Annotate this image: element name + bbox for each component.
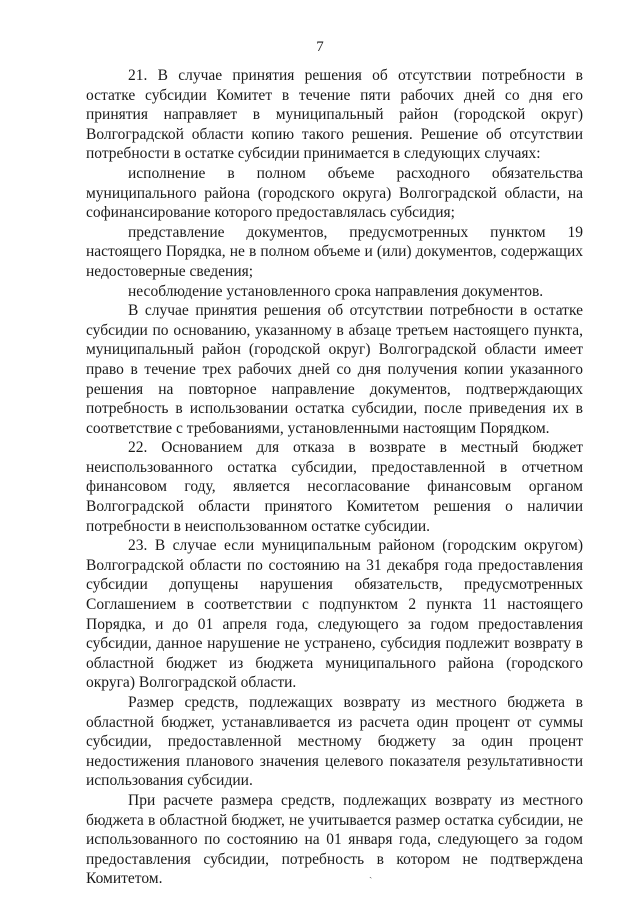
paragraph-refund-amount: Размер средств, подлежащих возврату из местного бюджета в областной бюджет, устанавливается из расчета один процент от суммы субсидии, предоставленной местному бюджету за один процент недостижения планового значения целевого показателя результативности использования субсидии. (86, 694, 583, 790)
stray-mark: ˏ (369, 868, 373, 879)
paragraph-21: 21. В случае принятия решения об отсутствии потребности в остатке субсидии Комитет в течение пяти рабочих дней со дня его принятия направляет в муниципальный район (городской округ) Волгоградской области копию такого решения. Решение об отсутствии потребности в остатке субсидии принимается в следующих случаях: (86, 67, 583, 163)
paragraph-case-documents: представление документов, предусмотренных пунктом 19 настоящего Порядка, не в полном объеме и (или) документов, содержащих недостоверные сведения; (86, 223, 583, 280)
paragraph-23: 23. В случае если муниципальным районом (городским округом) Волгоградской области по состоянию на 31 декабря года предоставления субсидии допущены нарушения обязательств, предусмотренных Соглашением в соответствии с подпунктом 2 пункта 11 настоящего Порядка, и до 01 апреля года, следующего за годом предоставления субсидии, данное нарушение не устранено, субсидия подлежит возврату в областной бюджет из бюджета муниципального района (городского округа) Волгоградской области. (86, 537, 583, 692)
paragraph-resubmission: В случае принятия решения об отсутствии потребности в остатке субсидии по основанию, указанному в абзаце третьем настоящего пункта, муниципальный район (городской округ) Волгоградской области имеет право в течение трех рабочих дней со дня получения копии указанного решения на повторное направление документов, подтверждающих потребность в использовании остатка субсидии, после приведения их в соответствие с требованиями, установленными настоящим Порядком. (86, 302, 583, 437)
document-body (86, 66, 583, 889)
paragraph-case-deadline: несоблюдение установленного срока направления документов. (128, 282, 544, 300)
paragraph-refund-calculation: При расчете размера средств, подлежащих возврату из местного бюджета в областной бюджет, не учитывается размер остатка субсидии, не использованного по состоянию на 01 января года, следующего за годом предоставления субсидии, потребность в котором не подтверждена Комитетом. (86, 791, 583, 888)
page-number: 7 (316, 39, 324, 55)
paragraph-case-fulfillment: исполнение в полном объеме расходного обязательства муниципального района (городского округа) Волгоградской области, на софинансирование которого предоставлялась субсидия; (86, 164, 583, 222)
paragraph-22: 22. Основанием для отказа в возврате в местный бюджет неиспользованного остатка субсидии, предоставленной в отчетном финансовом году, является несогласование финансовым органом Волгоградской области принятого Комитетом решения о наличии потребности в неиспользованном остатке субсидии. (86, 439, 583, 535)
